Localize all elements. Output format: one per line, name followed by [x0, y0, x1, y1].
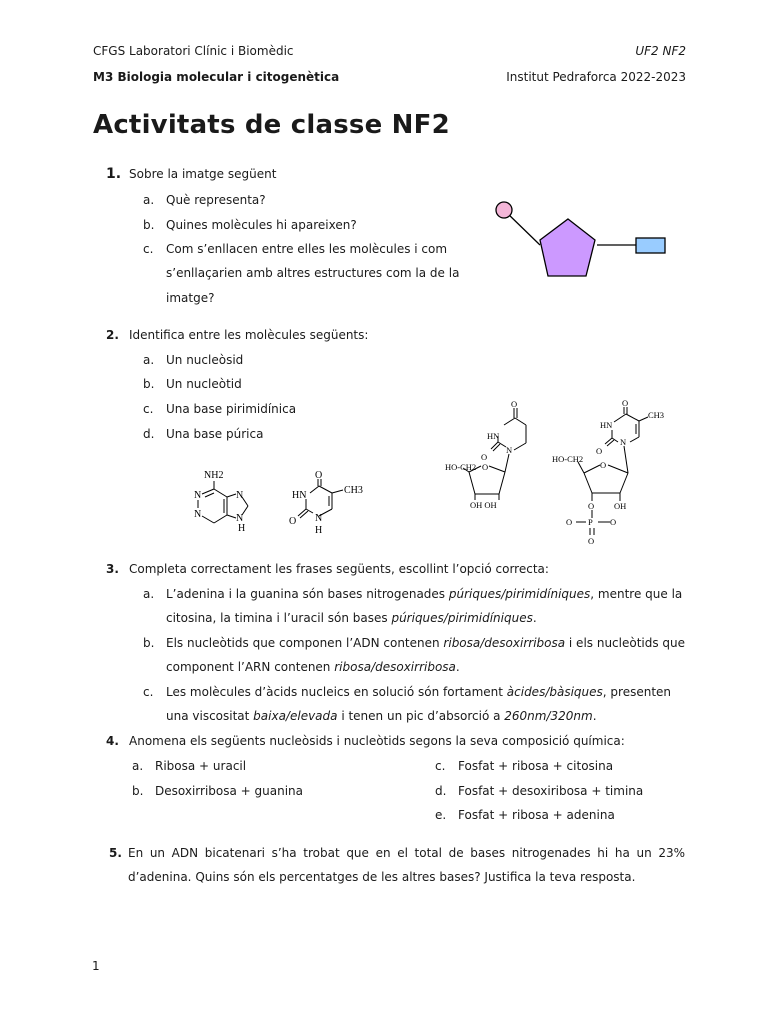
q2-a-text: Un nucleòsid	[166, 353, 244, 367]
adenine-h-label: H	[238, 523, 246, 534]
nucleoside-ring-o-label: O	[482, 462, 489, 472]
q4-b-text: Desoxirribosa + guanina	[155, 784, 303, 798]
nucleotide-o-right: O	[610, 517, 617, 527]
header-institution: CFGS Laboratori Clínic i Biomèdic	[93, 44, 294, 58]
thymine-h-label: H	[315, 525, 323, 536]
nucleoside-hn-label: HN	[487, 431, 500, 441]
q5-line2: d’adenina. Quins són els percentatges de les altres bases? Justifica la teva resposta.	[128, 870, 636, 884]
q3-a-letter: a.	[143, 587, 155, 601]
nucleoside-structure	[443, 398, 543, 516]
q2-a-letter: a.	[143, 353, 155, 367]
nitrogenous-base	[636, 238, 665, 253]
page-title: Activitats de classe NF2	[93, 110, 450, 140]
q5-number: 5.	[109, 846, 122, 860]
q4-number: 4.	[106, 734, 119, 748]
q3-text: Completa correctament les frases següents, escollint l’opció correcta:	[129, 562, 549, 576]
nucleotide-ring-o-label: O	[600, 460, 607, 470]
nucleoside-o-top-label: O	[511, 399, 518, 409]
nucleotide-hn-label: HN	[600, 420, 613, 430]
q1-b-text: Quines molècules hi apareixen?	[166, 218, 357, 232]
thymine-ch3-label: CH3	[344, 485, 363, 496]
q3-c-letter: c.	[143, 685, 154, 699]
nucleotide-ch3-label: CH3	[648, 410, 665, 420]
q4-a-letter: a.	[132, 759, 144, 773]
q3-a-line1: L’adenina i la guanina són bases nitrogenades púriques/pirimidíniques, mentre que la	[166, 587, 683, 601]
adenine-n7-label: N	[236, 490, 244, 501]
thymine-o4-label: O	[315, 470, 323, 481]
q3-c-line2: una viscositat baixa/elevada i tenen un pic d’absorció a 260nm/320nm.	[166, 709, 597, 723]
q4-d-text: Fosfat + desoxiribosa + timina	[458, 784, 644, 798]
q1-number: 1.	[106, 166, 122, 182]
header-module: M3 Biologia molecular i citogenètica	[93, 70, 340, 84]
q1-b-letter: b.	[143, 218, 155, 232]
adenine-n3-label: N	[194, 509, 202, 520]
q2-b-text: Un nucleòtid	[166, 377, 242, 391]
nucleotide-o-minus-left: O	[566, 517, 573, 527]
thymine-o2-label: O	[289, 516, 297, 527]
nucleoside-hoch2-label: HO-CH2	[445, 462, 477, 472]
q3-number: 3.	[106, 562, 119, 576]
nucleoside-o-left-label: O	[481, 452, 488, 462]
q2-text: Identifica entre les molècules següents:	[129, 328, 369, 342]
phosphate-sugar-bond	[505, 211, 540, 245]
q3-a-line2: citosina, la timina i l’uracil són bases púriques/pirimidíniques.	[166, 611, 537, 625]
nucleotide-o-left-label: O	[596, 446, 603, 456]
q4-e-letter: e.	[435, 808, 447, 822]
nucleotide-n-label: N	[620, 437, 627, 447]
thymine-n1-label: N	[315, 513, 323, 524]
header-unit: UF2 NF2	[635, 44, 686, 58]
q2-number: 2.	[106, 328, 119, 342]
nucleotide-o-top-label: O	[622, 398, 629, 408]
header-school-year: Institut Pedraforca 2022-2023	[506, 70, 686, 84]
thymine-structure	[285, 466, 375, 540]
q3-b-letter: b.	[143, 636, 155, 650]
nucleotide-o-minus-bottom: O	[588, 536, 595, 546]
nucleotide-o-ester-label: O	[588, 501, 595, 511]
q4-e-text: Fosfat + ribosa + adenina	[458, 808, 615, 822]
adenine-structure	[178, 466, 262, 540]
q4-b-letter: b.	[132, 784, 144, 798]
adenine-n1-label: N	[194, 490, 202, 501]
q2-c-text: Una base pirimidínica	[166, 402, 297, 416]
q2-b-letter: b.	[143, 377, 155, 391]
q4-a-text: Ribosa + uracil	[155, 759, 247, 773]
q3-b-line1: Els nucleòtids que componen l’ADN contenen ribosa/desoxirribosa i els nucleòtids que	[166, 636, 686, 650]
q1-c-letter: c.	[143, 242, 154, 256]
q2-d-letter: d.	[143, 427, 155, 441]
nucleotide-structure	[548, 398, 673, 546]
pentose-sugar	[540, 219, 595, 276]
q3-c-line1: Les molècules d’àcids nucleics en solució són fortament àcides/bàsiques, presenten	[166, 685, 672, 699]
q4-c-letter: c.	[435, 759, 446, 773]
q4-d-letter: d.	[435, 784, 447, 798]
page-number: 1	[92, 959, 100, 973]
q5-line1: En un ADN bicatenari s’ha trobat que en el total de bases nitrogenades hi ha un 23%	[128, 846, 685, 860]
nucleoside-n-label: N	[506, 445, 513, 455]
nucleotide-diagram	[490, 195, 675, 285]
q1-c-text-line2: s’enllaçarien amb altres estructures com la de la	[166, 266, 460, 280]
q2-d-text: Una base púrica	[166, 427, 264, 441]
q1-text: Sobre la imatge següent	[129, 167, 277, 181]
q2-c-letter: c.	[143, 402, 154, 416]
q1-a-letter: a.	[143, 193, 155, 207]
nucleotide-p-label: P	[588, 517, 593, 527]
q1-c-text: Com s’enllacen entre elles les molècules i com	[166, 242, 448, 256]
adenine-n9-label: N	[236, 513, 244, 524]
q4-text: Anomena els següents nucleòsids i nucleòtids segons la seva composició química:	[129, 734, 625, 748]
q1-a-text: Què representa?	[166, 193, 266, 207]
q4-c-text: Fosfat + ribosa + citosina	[458, 759, 614, 773]
nucleoside-oh-label: OH OH	[470, 500, 497, 510]
q3-b-line2: component l’ARN contenen ribosa/desoxirribosa.	[166, 660, 460, 674]
nucleotide-oh-label: OH	[614, 501, 627, 511]
q1-c-text-line3: imatge?	[166, 291, 215, 305]
thymine-hn-label: HN	[292, 490, 307, 501]
phosphate-group	[496, 202, 512, 218]
adenine-nh2-label: NH2	[204, 470, 224, 481]
nucleotide-ho-ch2-label: HO-CH2	[552, 454, 584, 464]
